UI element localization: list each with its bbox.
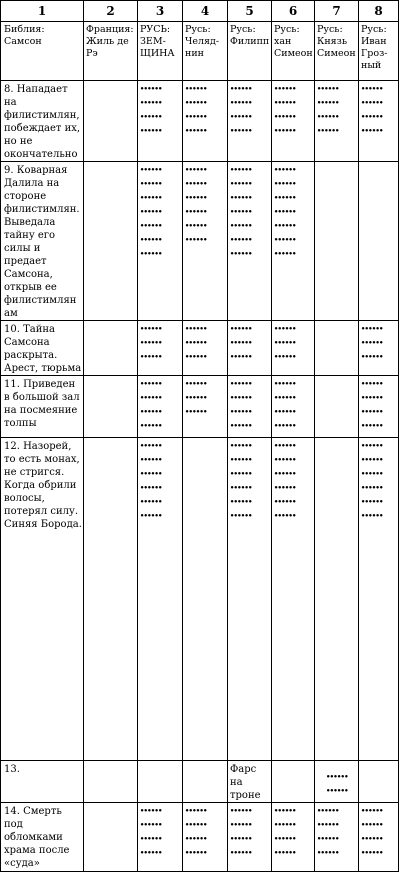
- dot-line: ••••••: [274, 353, 296, 361]
- dotted-cell: [228, 376, 272, 438]
- dot-line: ••••••: [361, 353, 383, 361]
- dot-line: ••••••: [140, 250, 162, 258]
- column-header: Франция: Жиль де Рэ: [84, 22, 138, 81]
- dotted-cell: [359, 803, 399, 872]
- column-header: РУСЬ: ЗЕМ-ЩИНА: [138, 22, 183, 81]
- dot-line: ••••••: [140, 422, 162, 430]
- empty-cell: [315, 376, 359, 438]
- column-number: 8: [359, 1, 399, 22]
- dot-line: ••••••: [140, 222, 162, 230]
- dot-line: ••••••: [317, 807, 339, 815]
- dot-line: ••••••: [185, 380, 207, 388]
- dot-line: ••••••: [361, 442, 383, 450]
- table-row: [1, 81, 399, 162]
- dot-line: ••••••: [326, 786, 348, 795]
- dotted-cell: [359, 438, 399, 761]
- dot-line: ••••••: [230, 470, 252, 478]
- dot-line: ••••••: [185, 821, 207, 829]
- dot-line: ••••••: [230, 208, 252, 216]
- table-row: [1, 761, 399, 803]
- dot-line: ••••••: [140, 99, 162, 107]
- dot-line: ••••••: [230, 408, 252, 416]
- dot-line: ••••••: [230, 442, 252, 450]
- empty-cell: [138, 761, 183, 803]
- empty-cell: [359, 761, 399, 803]
- dot-line: ••••••: [230, 180, 252, 188]
- dotted-cell: [315, 761, 359, 803]
- row-label: 14. Смерть под обломками храма после «суда»: [1, 803, 84, 872]
- dot-line: ••••••: [230, 222, 252, 230]
- dotted-cell: [272, 81, 315, 162]
- column-number: 7: [315, 1, 359, 22]
- dotted-cell: [272, 438, 315, 761]
- dot-line: ••••••: [140, 353, 162, 361]
- dot-line: ••••••: [140, 166, 162, 174]
- empty-cell: [315, 162, 359, 321]
- dot-line: ••••••: [230, 807, 252, 815]
- table-row: [1, 803, 399, 872]
- dot-line: ••••••: [361, 85, 383, 93]
- dotted-cell: [183, 162, 228, 321]
- dot-line: ••••••: [140, 408, 162, 416]
- dot-line: ••••••: [140, 456, 162, 464]
- dot-line: ••••••: [185, 835, 207, 843]
- table-row: [1, 321, 399, 376]
- column-header: Русь: Иван Гроз-ный: [359, 22, 399, 81]
- dot-line: ••••••: [230, 236, 252, 244]
- dot-line: ••••••: [140, 394, 162, 402]
- dot-line: ••••••: [274, 484, 296, 492]
- column-number: 6: [272, 1, 315, 22]
- dot-line: ••••••: [274, 250, 296, 258]
- dot-line: ••••••: [274, 325, 296, 333]
- dot-line: ••••••: [185, 353, 207, 361]
- dot-line: ••••••: [140, 380, 162, 388]
- dotted-cell: [138, 81, 183, 162]
- empty-cell: [272, 761, 315, 803]
- row-label: 11. Приведен в большой зал на посмеяние толпы: [1, 376, 84, 438]
- dot-line: ••••••: [274, 498, 296, 506]
- dotted-cell: [228, 438, 272, 761]
- column-header: Русь: Князь Симеон: [315, 22, 359, 81]
- dotted-cell: [138, 438, 183, 761]
- dot-line: ••••••: [140, 194, 162, 202]
- dotted-cell: [138, 803, 183, 872]
- dot-line: ••••••: [361, 835, 383, 843]
- dot-line: ••••••: [230, 99, 252, 107]
- dot-line: ••••••: [361, 408, 383, 416]
- dot-line: ••••••: [185, 99, 207, 107]
- dot-line: ••••••: [274, 408, 296, 416]
- dot-line: ••••••: [274, 512, 296, 520]
- table-row: [1, 162, 399, 321]
- dot-line: ••••••: [317, 113, 339, 121]
- dot-line: ••••••: [361, 849, 383, 857]
- dot-line: ••••••: [185, 339, 207, 347]
- dot-line: ••••••: [317, 835, 339, 843]
- dot-line: ••••••: [274, 236, 296, 244]
- dot-line: ••••••: [274, 380, 296, 388]
- dot-line: ••••••: [140, 208, 162, 216]
- dotted-cell: [183, 803, 228, 872]
- dot-line: ••••••: [361, 99, 383, 107]
- dot-line: ••••••: [185, 127, 207, 135]
- dot-line: ••••••: [361, 470, 383, 478]
- column-number: 1: [1, 1, 84, 22]
- dotted-cell: [315, 803, 359, 872]
- dotted-cell: [359, 376, 399, 438]
- dotted-cell: [228, 81, 272, 162]
- dot-line: ••••••: [317, 99, 339, 107]
- row-label: 12. Назорей, то есть монах, не стригся. Когда обрили волосы, потерял силу. Синяя Борода.: [1, 438, 84, 761]
- dot-line: ••••••: [274, 208, 296, 216]
- dot-line: ••••••: [230, 422, 252, 430]
- dot-line: ••••••: [361, 498, 383, 506]
- dot-line: ••••••: [274, 99, 296, 107]
- dotted-cell: [138, 321, 183, 376]
- dot-line: ••••••: [361, 512, 383, 520]
- dot-line: ••••••: [185, 807, 207, 815]
- dot-line: ••••••: [361, 807, 383, 815]
- dot-line: ••••••: [274, 394, 296, 402]
- dot-line: ••••••: [140, 484, 162, 492]
- dot-line: ••••••: [185, 194, 207, 202]
- dot-line: ••••••: [317, 821, 339, 829]
- dot-line: ••••••: [361, 380, 383, 388]
- dotted-cell: [183, 81, 228, 162]
- dot-line: ••••••: [185, 180, 207, 188]
- dot-line: ••••••: [140, 835, 162, 843]
- dot-line: ••••••: [230, 250, 252, 258]
- column-number: 4: [183, 1, 228, 22]
- dot-line: ••••••: [230, 166, 252, 174]
- dot-line: ••••••: [361, 422, 383, 430]
- dot-line: ••••••: [230, 353, 252, 361]
- dot-line: ••••••: [317, 85, 339, 93]
- dot-line: ••••••: [185, 208, 207, 216]
- dot-line: ••••••: [230, 456, 252, 464]
- dot-line: ••••••: [140, 85, 162, 93]
- dotted-cell: [272, 803, 315, 872]
- column-number: 2: [84, 1, 138, 22]
- dot-line: ••••••: [230, 849, 252, 857]
- column-header: Русь: Челяд-нин: [183, 22, 228, 81]
- column-header: Русь: Филипп: [228, 22, 272, 81]
- empty-cell: [84, 376, 138, 438]
- dot-line: ••••••: [140, 113, 162, 121]
- row-label: 13.: [1, 761, 84, 803]
- dot-line: ••••••: [274, 339, 296, 347]
- dot-line: ••••••: [274, 807, 296, 815]
- column-header: Русь: хан Симеон: [272, 22, 315, 81]
- dotted-cell: [228, 803, 272, 872]
- dot-line: ••••••: [230, 339, 252, 347]
- dot-line: ••••••: [185, 166, 207, 174]
- dotted-cell: [359, 321, 399, 376]
- dot-line: ••••••: [326, 772, 348, 781]
- dot-line: ••••••: [140, 442, 162, 450]
- dot-line: ••••••: [361, 127, 383, 135]
- dot-line: ••••••: [274, 422, 296, 430]
- dot-line: ••••••: [317, 849, 339, 857]
- dot-line: ••••••: [140, 236, 162, 244]
- dot-line: ••••••: [230, 394, 252, 402]
- dot-line: ••••••: [274, 222, 296, 230]
- dot-line: ••••••: [274, 456, 296, 464]
- dot-line: ••••••: [274, 180, 296, 188]
- row-label: 9. Коварная Далила на стороне филистимлян. Выведала тайну его силы и предает Самсона, открыв ее филистимлянам: [1, 162, 84, 321]
- dot-line: ••••••: [230, 127, 252, 135]
- dot-line: ••••••: [361, 484, 383, 492]
- dot-line: ••••••: [361, 113, 383, 121]
- dotted-cell: [228, 162, 272, 321]
- dotted-cell: [272, 376, 315, 438]
- dotted-cell: [138, 376, 183, 438]
- dot-line: ••••••: [230, 498, 252, 506]
- empty-cell: [84, 162, 138, 321]
- dotted-cell: [272, 162, 315, 321]
- empty-cell: [84, 321, 138, 376]
- empty-cell: [183, 761, 228, 803]
- dot-line: ••••••: [274, 113, 296, 121]
- row-label: 8. Нападает на филистимлян, побеждает их, но не окончательно: [1, 81, 84, 162]
- empty-cell: [84, 803, 138, 872]
- empty-cell: [315, 438, 359, 761]
- dot-line: ••••••: [185, 325, 207, 333]
- dot-line: ••••••: [230, 821, 252, 829]
- empty-cell: [84, 81, 138, 162]
- dot-line: ••••••: [185, 85, 207, 93]
- dot-line: ••••••: [274, 470, 296, 478]
- dot-line: ••••••: [274, 166, 296, 174]
- column-header: Библия: Самсон: [1, 22, 84, 81]
- dot-line: ••••••: [274, 849, 296, 857]
- dotted-cell: [315, 81, 359, 162]
- column-number-row: [1, 1, 399, 22]
- dot-line: ••••••: [140, 498, 162, 506]
- table-row: [1, 376, 399, 438]
- row-label: 10. Тайна Самсона раскрыта. Арест, тюрьма: [1, 321, 84, 376]
- dot-line: ••••••: [230, 194, 252, 202]
- dotted-cell: [272, 321, 315, 376]
- dot-line: ••••••: [185, 113, 207, 121]
- dotted-cell: [228, 321, 272, 376]
- dot-line: ••••••: [140, 180, 162, 188]
- dot-line: ••••••: [230, 85, 252, 93]
- dot-line: ••••••: [140, 807, 162, 815]
- dot-line: ••••••: [361, 821, 383, 829]
- header-row: [1, 22, 399, 81]
- dot-line: ••••••: [361, 325, 383, 333]
- dot-line: ••••••: [140, 470, 162, 478]
- empty-cell: [359, 162, 399, 321]
- dot-line: ••••••: [361, 339, 383, 347]
- dotted-cell: [183, 376, 228, 438]
- table-body: [1, 1, 399, 872]
- column-number: 5: [228, 1, 272, 22]
- dot-line: ••••••: [230, 835, 252, 843]
- dot-line: ••••••: [230, 512, 252, 520]
- dot-line: ••••••: [230, 325, 252, 333]
- empty-cell: [315, 321, 359, 376]
- dot-line: ••••••: [230, 113, 252, 121]
- dot-line: ••••••: [230, 380, 252, 388]
- dot-line: ••••••: [140, 339, 162, 347]
- dot-line: ••••••: [274, 821, 296, 829]
- dot-line: ••••••: [140, 325, 162, 333]
- dot-line: ••••••: [317, 127, 339, 135]
- dot-line: ••••••: [274, 835, 296, 843]
- table-row: [1, 438, 399, 761]
- dot-line: ••••••: [185, 408, 207, 416]
- dot-line: ••••••: [140, 821, 162, 829]
- dot-line: ••••••: [230, 484, 252, 492]
- dot-line: ••••••: [185, 849, 207, 857]
- dot-line: ••••••: [140, 127, 162, 135]
- dot-line: ••••••: [185, 236, 207, 244]
- empty-cell: [183, 438, 228, 761]
- dotted-cell: [138, 162, 183, 321]
- column-number: 3: [138, 1, 183, 22]
- dot-line: ••••••: [274, 194, 296, 202]
- dot-line: ••••••: [274, 442, 296, 450]
- dot-line: ••••••: [140, 849, 162, 857]
- dot-line: ••••••: [185, 222, 207, 230]
- dotted-cell: [359, 81, 399, 162]
- dotted-cell: [183, 321, 228, 376]
- empty-cell: [84, 761, 138, 803]
- dot-line: ••••••: [274, 127, 296, 135]
- empty-cell: [84, 438, 138, 761]
- dot-line: ••••••: [361, 456, 383, 464]
- dot-line: ••••••: [185, 394, 207, 402]
- dot-line: ••••••: [274, 85, 296, 93]
- dot-line: ••••••: [361, 394, 383, 402]
- cell-text: Фарс на троне: [228, 761, 272, 803]
- dot-line: ••••••: [140, 512, 162, 520]
